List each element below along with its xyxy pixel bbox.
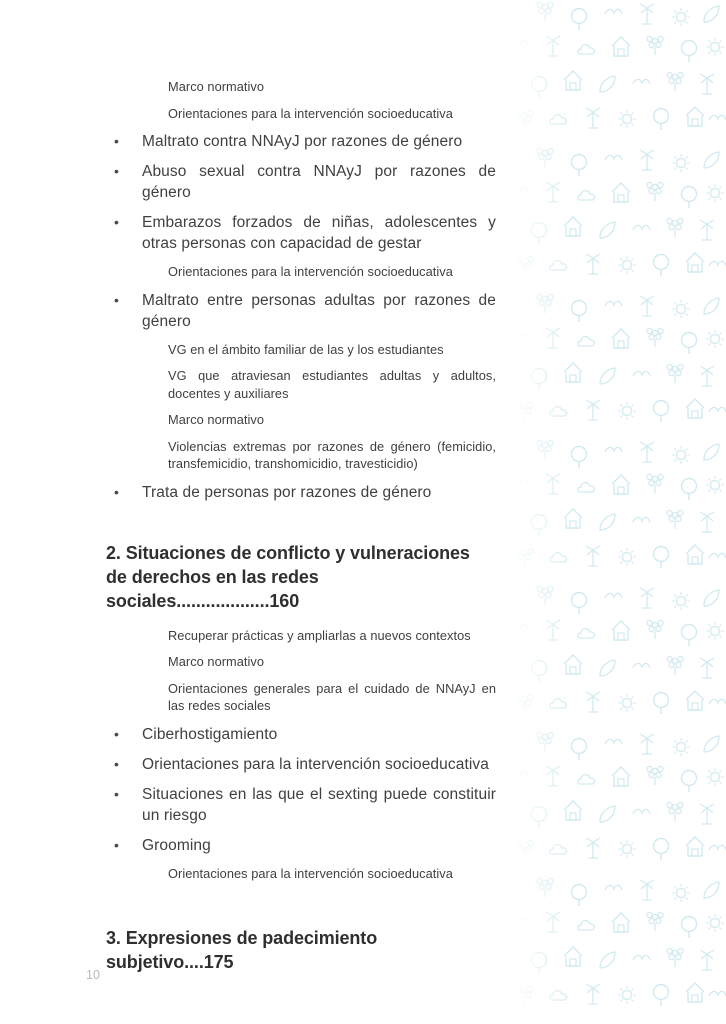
toc-entry-label: Orientaciones para la intervención socioeducativa — [142, 755, 489, 773]
toc-entry-label: Abuso sexual contra NNAyJ por razones de género — [142, 163, 496, 201]
toc-section-heading-3[interactable]: 3. Expresiones de padecimiento subjetivo....175 — [106, 928, 378, 972]
toc-entry-label: VG en el ámbito familiar de las y los estudiantes — [168, 341, 444, 357]
toc-entry[interactable] — [106, 835, 496, 856]
toc-section-heading-2[interactable]: 2. Situaciones de conflicto y vulneraciones de derechos en las redes sociales...................160 — [106, 542, 470, 611]
toc-entry[interactable] — [106, 367, 496, 402]
bullet-icon: • — [114, 133, 119, 149]
toc-entry[interactable] — [106, 438, 496, 473]
toc-entry[interactable] — [106, 754, 496, 775]
toc-entry-label: Recuperar prácticas y ampliarlas a nuevos contextos — [168, 627, 471, 643]
toc-entry-label: Orientaciones para la intervención socioeducativa — [168, 264, 453, 279]
toc-entry[interactable] — [106, 290, 496, 332]
bullet-icon: • — [114, 836, 119, 853]
page-number: 10 — [86, 968, 100, 982]
toc-entry[interactable] — [106, 78, 496, 96]
toc-entry-label: Marco normativo — [168, 654, 265, 669]
toc-entry-label: Orientaciones para la intervención socioeducativa — [168, 105, 453, 121]
bullet-icon: • — [114, 291, 119, 308]
toc-entry[interactable] — [106, 724, 496, 745]
toc-entry-label: Embarazos forzados de niñas, adolescentes y otras personas con capacidad de gestar — [142, 214, 496, 252]
toc-entry-label: Maltrato entre personas adultas por razones de género — [142, 291, 496, 330]
toc-entry[interactable] — [106, 653, 496, 671]
toc-entry-label: Marco normativo — [168, 412, 265, 427]
bullet-icon: • — [114, 163, 119, 179]
toc-entry[interactable] — [106, 482, 496, 503]
toc-entry-label: Violencias extremas por razones de género (femicidio, transfemicidio, transhomicidio, travesticidio) — [168, 438, 496, 471]
bullet-icon: • — [114, 725, 119, 742]
bullet-icon: • — [114, 755, 119, 772]
toc-entry[interactable] — [106, 341, 496, 359]
toc-entry[interactable] — [106, 411, 496, 429]
toc-entry[interactable] — [106, 105, 496, 123]
toc-entry-label: Marco normativo — [168, 79, 265, 94]
toc-entry-label: Situaciones en las que el sexting puede constituir un riesgo — [142, 785, 496, 824]
toc-entry-label: Trata de personas por razones de género — [142, 483, 432, 501]
toc-entry[interactable] — [106, 865, 496, 883]
bullet-icon: • — [114, 214, 119, 230]
toc-entry-label: Grooming — [142, 836, 211, 854]
toc-entry-label: Maltrato contra NNAyJ por razones de género — [142, 133, 463, 150]
toc-entry[interactable] — [106, 784, 496, 826]
toc-entry-label: Orientaciones para la intervención socioeducativa — [168, 865, 453, 881]
toc-entry-label: Orientaciones generales para el cuidado de NNAyJ en las redes sociales — [168, 680, 496, 713]
bullet-icon: • — [114, 785, 119, 802]
table-of-contents — [106, 78, 496, 974]
bullet-icon: • — [114, 483, 119, 500]
toc-entry[interactable] — [106, 263, 496, 281]
toc-entry[interactable] — [106, 161, 496, 203]
toc-entry-label: Ciberhostigamiento — [142, 725, 278, 743]
toc-entry[interactable] — [106, 680, 496, 715]
toc-entry[interactable] — [106, 131, 496, 152]
toc-entry[interactable] — [106, 627, 496, 645]
toc-entry[interactable] — [106, 212, 496, 254]
toc-entry-label: VG que atraviesan estudiantes adultas y adultos, docentes y auxiliares — [168, 368, 496, 401]
